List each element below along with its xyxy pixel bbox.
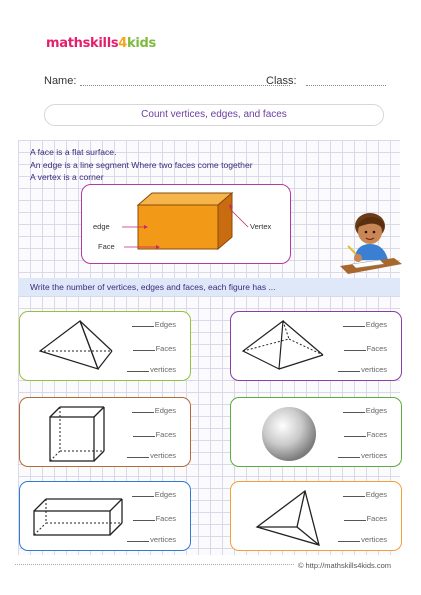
pyramid-icon xyxy=(28,317,118,377)
worksheet-title: Count vertices, edges, and faces xyxy=(44,104,384,126)
example-box xyxy=(81,184,291,264)
edges-answer[interactable]: Edges xyxy=(343,490,387,499)
vertices-answer[interactable]: vertices xyxy=(127,535,176,544)
figure-card-1 xyxy=(19,311,191,381)
vertices-answer[interactable]: vertices xyxy=(127,451,176,460)
faces-answer[interactable]: Faces xyxy=(344,514,387,523)
sphere-icon xyxy=(239,403,329,465)
figure-card-5 xyxy=(19,481,191,551)
rectangular-prism-icon xyxy=(28,487,128,549)
faces-answer[interactable]: Faces xyxy=(133,514,176,523)
vertex-label: Vertex xyxy=(250,222,272,231)
definition-edge: An edge is a line segment Where two faces come together xyxy=(30,159,253,170)
definition-face: A face is a flat surface. xyxy=(30,147,117,157)
student-illustration xyxy=(340,208,402,278)
definition-vertex: A vertex is a corner xyxy=(30,172,104,182)
edges-answer[interactable]: Edges xyxy=(343,406,387,415)
edges-answer[interactable]: Edges xyxy=(132,320,176,329)
figure-card-3 xyxy=(19,397,191,467)
vertices-answer[interactable]: vertices xyxy=(338,535,387,544)
figure-card-4 xyxy=(230,397,402,467)
faces-answer[interactable]: Faces xyxy=(344,430,387,439)
definitions xyxy=(30,146,253,184)
class-label: Class: xyxy=(266,75,297,87)
vertices-answer[interactable]: vertices xyxy=(127,365,176,374)
faces-answer[interactable]: Faces xyxy=(133,430,176,439)
edges-answer[interactable]: Edges xyxy=(132,490,176,499)
vertices-answer[interactable]: vertices xyxy=(338,451,387,460)
square-pyramid-icon xyxy=(239,317,329,377)
class-field[interactable] xyxy=(306,85,386,86)
footer-link[interactable]: © http://mathskills4kids.com xyxy=(295,561,391,570)
instruction-banner: Write the number of vertices, edges and faces, each figure has ... xyxy=(18,278,400,296)
face-label: Face xyxy=(98,242,115,251)
vertices-answer[interactable]: vertices xyxy=(338,365,387,374)
name-label: Name: xyxy=(44,75,77,87)
name-field[interactable] xyxy=(80,85,290,86)
edges-answer[interactable]: Edges xyxy=(343,320,387,329)
name-class-row xyxy=(44,75,389,89)
edges-answer[interactable]: Edges xyxy=(132,406,176,415)
triangular-pyramid-icon xyxy=(239,487,329,549)
edge-label: edge xyxy=(93,222,110,231)
site-logo: mathskills4kids xyxy=(46,36,156,51)
faces-answer[interactable]: Faces xyxy=(344,344,387,353)
faces-answer[interactable]: Faces xyxy=(133,344,176,353)
cube-icon xyxy=(28,403,118,465)
figure-card-6 xyxy=(230,481,402,551)
figure-card-2 xyxy=(230,311,402,381)
